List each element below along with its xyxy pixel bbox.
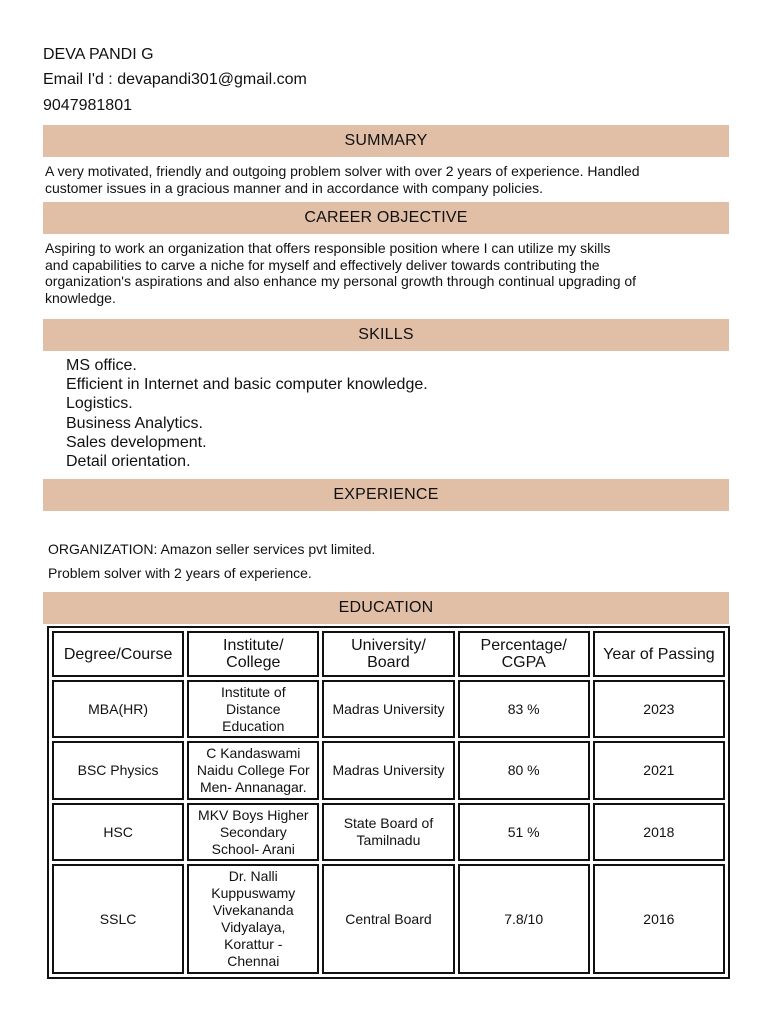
- header-degree: Degree/Course: [52, 631, 184, 677]
- summary-line: A very motivated, friendly and outgoing problem solver with over 2 years of experience. Handled: [45, 163, 640, 179]
- experience-description: Problem solver with 2 years of experience.: [48, 565, 312, 581]
- experience-heading: EXPERIENCE: [43, 479, 729, 511]
- skill-item: MS office.: [66, 357, 137, 374]
- skill-item: Efficient in Internet and basic computer knowledge.: [66, 376, 428, 394]
- objective-line: knowledge.: [45, 289, 116, 306]
- objective-line: and capabilities to carve a niche for myself and effectively deliver towards contributing the: [45, 256, 600, 273]
- year-cell: 2016: [593, 864, 725, 974]
- table-row: [52, 864, 725, 974]
- education-table: [47, 626, 730, 979]
- year-cell: 2023: [593, 680, 725, 738]
- objective-line: organization's aspirations and also enhance my personal growth through continual upgrading of: [45, 273, 637, 289]
- header-institute: Institute/ College: [187, 631, 319, 677]
- education-heading: EDUCATION: [43, 592, 729, 624]
- university-cell: Madras University: [322, 680, 454, 738]
- summary-line: customer issues in a gracious manner and in accordance with company policies.: [45, 179, 544, 196]
- summary-heading: SUMMARY: [43, 125, 729, 157]
- institute-cell: C Kandaswami Naidu College For Men- Annanagar.: [187, 741, 319, 800]
- header-percentage: Percentage/ CGPA: [458, 631, 590, 677]
- degree-cell: HSC: [52, 803, 184, 861]
- skill-item: Business Analytics.: [66, 414, 203, 432]
- skill-item: Sales development.: [66, 433, 207, 451]
- phone-number: 9047981801: [43, 97, 132, 114]
- organization: ORGANIZATION: Amazon seller services pvt limited.: [48, 541, 376, 557]
- skills-list: [66, 356, 428, 471]
- degree-cell: MBA(HR): [52, 680, 184, 738]
- degree-cell: BSC Physics: [52, 741, 184, 800]
- summary-text: [45, 163, 735, 196]
- table-row: [52, 741, 725, 800]
- year-cell: 2021: [593, 741, 725, 800]
- percentage-cell: 83 %: [458, 680, 590, 738]
- candidate-name: DEVA PANDI G: [43, 46, 154, 63]
- university-cell: State Board of Tamilnadu: [322, 803, 454, 861]
- table-header-row: [52, 631, 725, 677]
- table-row: [52, 803, 725, 861]
- table-row: [52, 680, 725, 738]
- objective-line: Aspiring to work an organization that offers responsible position where I can utilize my skills: [45, 240, 611, 256]
- percentage-cell: 51 %: [458, 803, 590, 861]
- skill-item: Logistics.: [66, 395, 133, 413]
- career-objective-heading: CAREER OBJECTIVE: [43, 202, 729, 234]
- career-objective-text: [45, 240, 735, 306]
- degree-cell: SSLC: [52, 864, 184, 974]
- percentage-cell: 7.8/10: [458, 864, 590, 974]
- institute-cell: Institute of Distance Education: [187, 680, 319, 738]
- skill-item: Detail orientation.: [66, 453, 191, 471]
- institute-cell: Dr. Nalli Kuppuswamy Vivekananda Vidyalaya, Korattur - Chennai: [187, 864, 319, 974]
- institute-cell: MKV Boys Higher Secondary School- Arani: [187, 803, 319, 861]
- year-cell: 2018: [593, 803, 725, 861]
- skills-heading: SKILLS: [43, 319, 729, 351]
- university-cell: Central Board: [322, 864, 454, 974]
- email-address: Email I'd : devapandi301@gmail.com: [43, 71, 307, 88]
- university-cell: Madras University: [322, 741, 454, 800]
- percentage-cell: 80 %: [458, 741, 590, 800]
- header-year: Year of Passing: [593, 631, 725, 677]
- header-university: University/ Board: [322, 631, 454, 677]
